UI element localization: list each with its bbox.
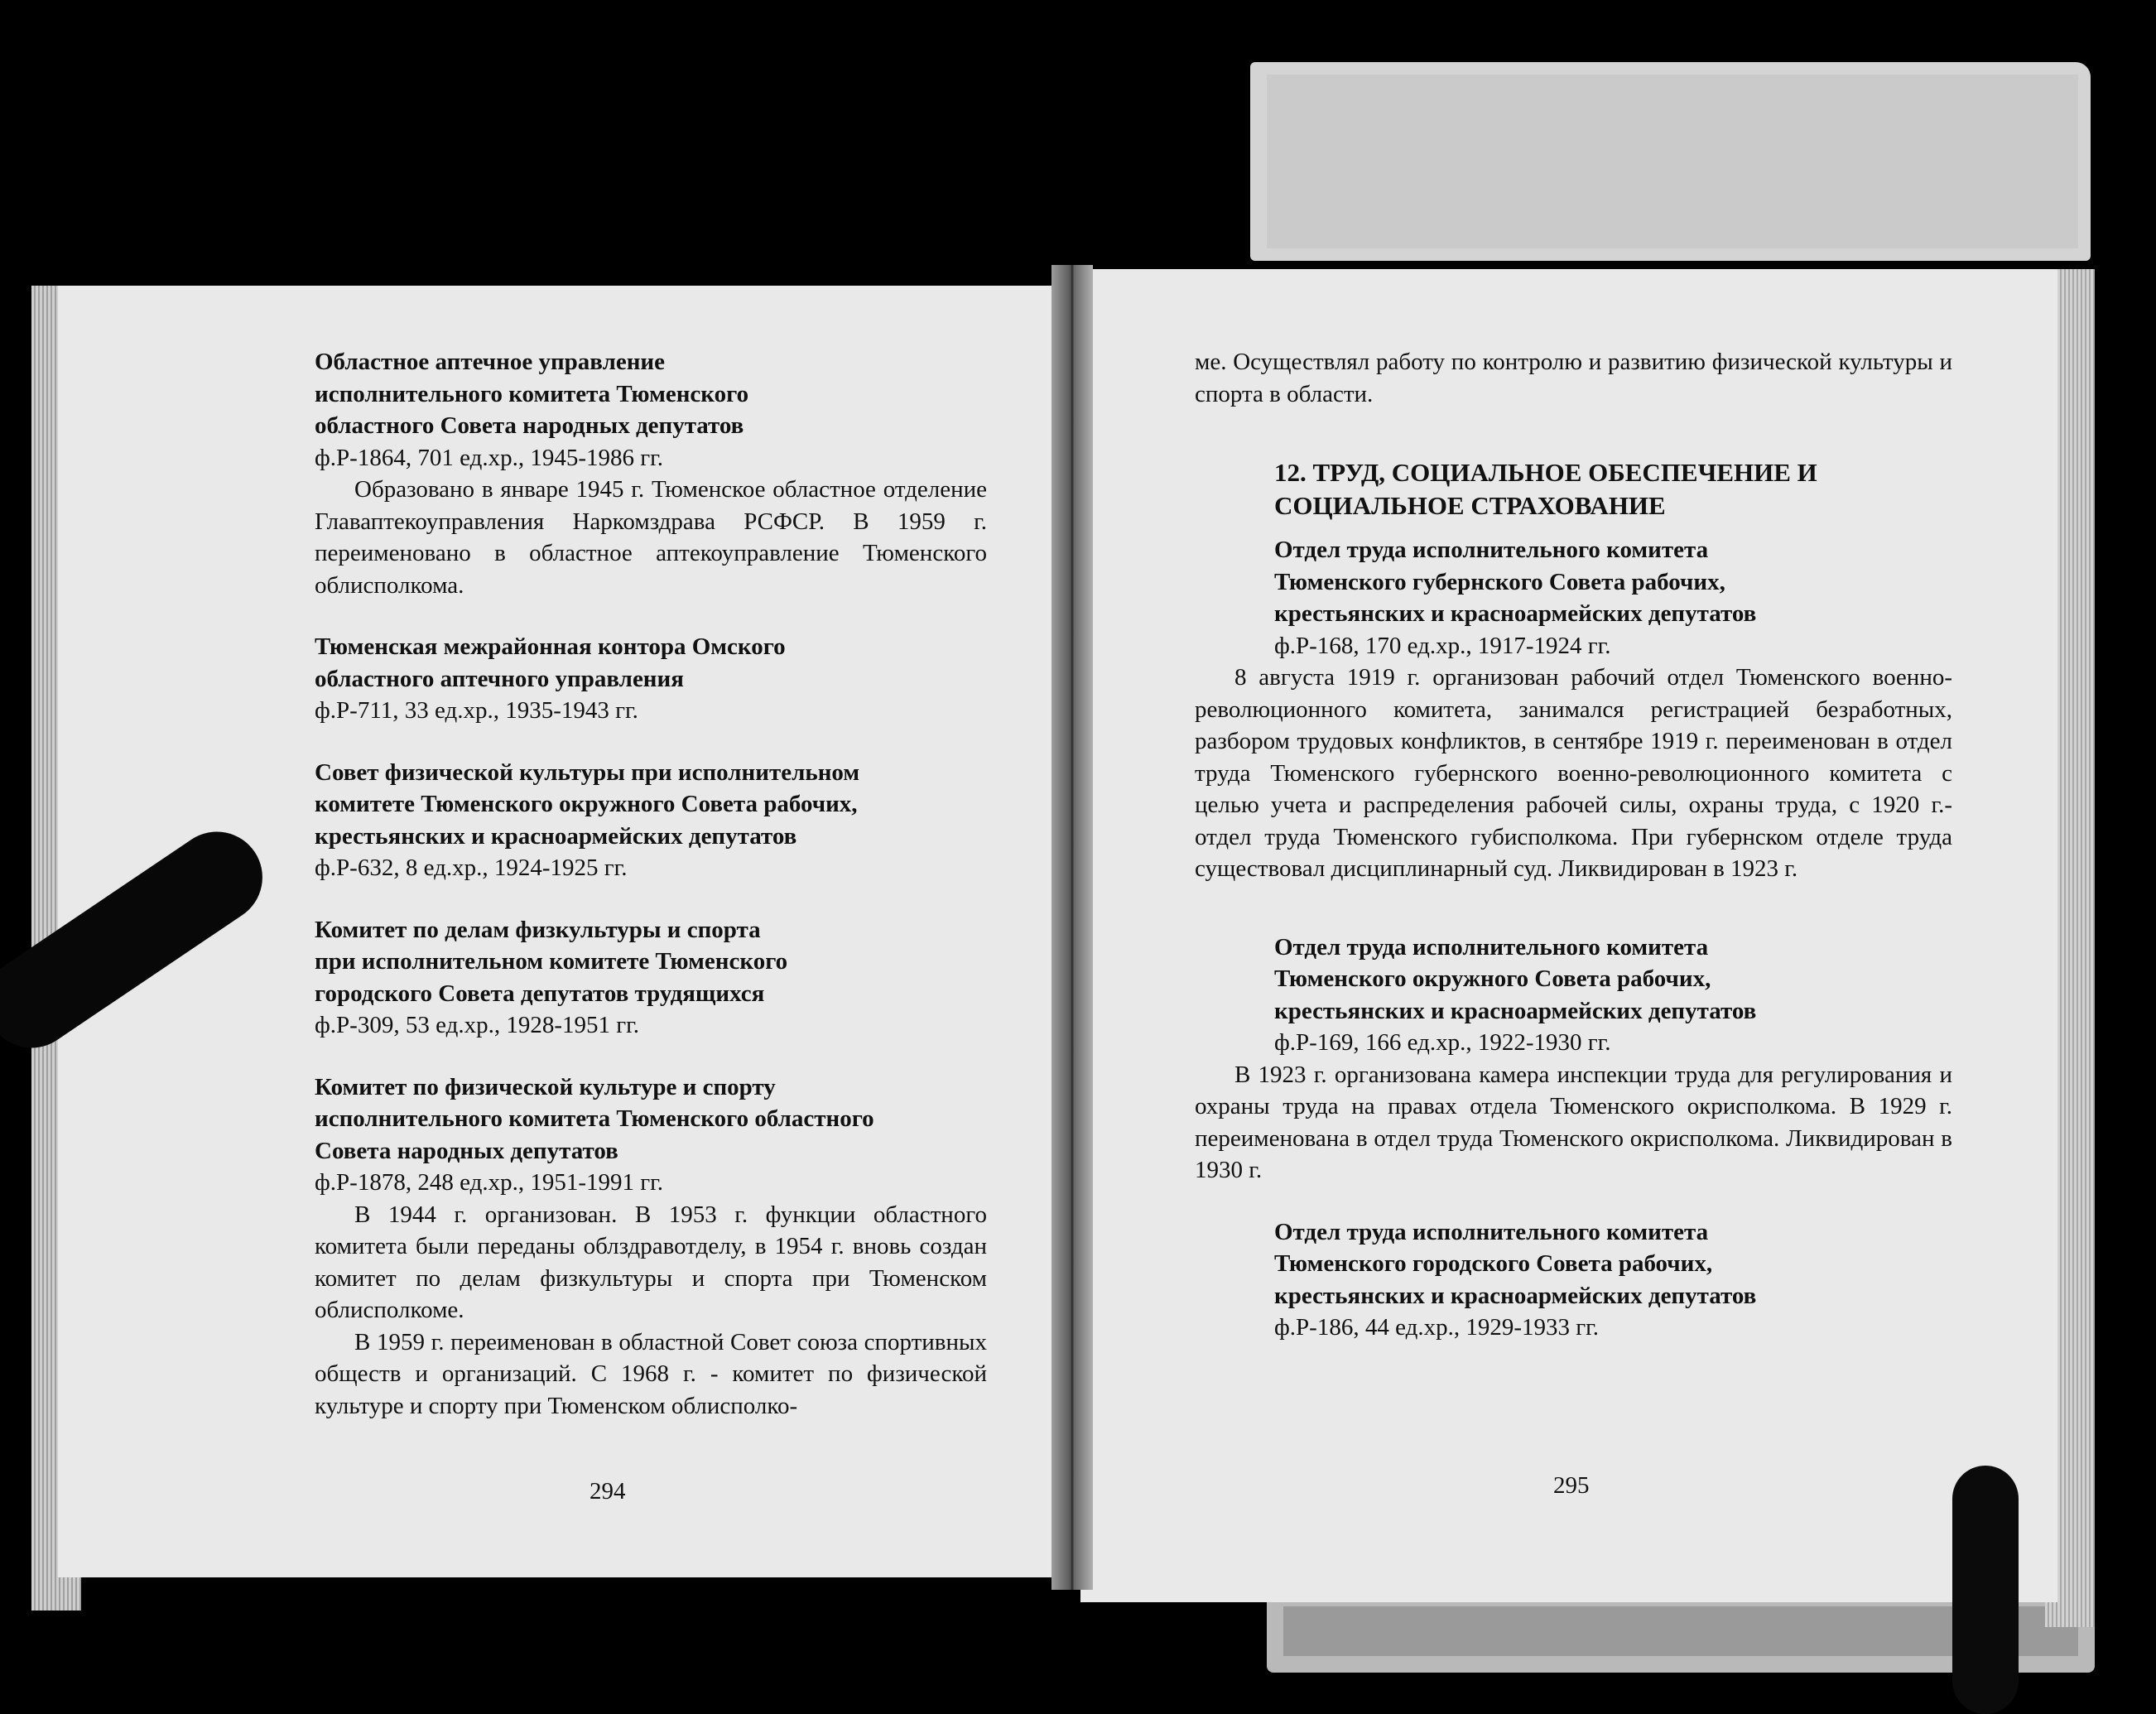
fond-info: ф.Р-309, 53 ед.хр., 1928-1951 гг. [315, 1012, 639, 1038]
continuation-text: ме. Осуществлял работу по контролю и развитию физической культуры и спорта в области. [1195, 349, 1952, 407]
foam-block-top-face [1267, 75, 2078, 248]
entry-heading-line: крестьянских и красноармейских депутатов [315, 822, 797, 850]
entry-heading-line: областного аптечного управления [315, 665, 684, 692]
entry-heading-line: Комитет по делам физкультуры и спорта [315, 916, 761, 943]
entry-heading-line: крестьянских и красноармейских депутатов [1274, 997, 1757, 1024]
entry [1195, 534, 1952, 885]
entry-heading-line: комитете Тюменского окружного Совета рабочих, [315, 791, 858, 817]
entry [1195, 932, 1952, 1187]
entry-text: Образовано в январе 1945 г. Тюменское областное отделение Главаптекоуправления Наркомздрава РСФСР. В 1959 г. переименовано в областное аптекоуправление Тюменского облисполкома. [315, 476, 987, 599]
entry-heading-line: Отдел труда исполнительного комитета [1274, 1218, 1709, 1245]
entry [315, 1071, 987, 1423]
entry-heading-line: крестьянских и красноармейских депутатов [1274, 1282, 1757, 1309]
fond-info: ф.Р-1878, 248 ед.хр., 1951-1991 гг. [315, 1169, 663, 1196]
entry-text: В 1923 г. организована камера инспекции труда для регулирования и охраны труда на правах отдела Тюменского окрисполкома. В 1929 г. переименована в отдел труда Тюменского окрисполкома. Ликвидирован в 1930 г. [1195, 1061, 1952, 1183]
entry-text: 8 августа 1919 г. организован рабочий отдел Тюменского военно-революционного комитета, занимался регистрацией безработных, разбором трудовых конфликтов, в сентябре 1919 г. переименован в отдел труда Тюменского губернского военно-революционного комитета с целью учета и распределения рабочей силы, охраны труда, с 1920 г.- отдел труда Тюменского губисполкома. При губернском отделе труда существовал дисциплинарный суд. Ликвидирован в 1923 г. [1195, 664, 1952, 882]
entry-heading-line: Тюменская межрайонная контора Омского [315, 633, 786, 660]
entry-heading-line: городского Совета депутатов трудящихся [315, 980, 765, 1007]
entry-heading-line: Отдел труда исполнительного комитета [1274, 537, 1709, 563]
entry-heading-line: при исполнительном комитете Тюменского [315, 948, 788, 975]
entry-heading-line: крестьянских и красноармейских депутатов [1274, 600, 1757, 627]
fond-info: ф.Р-168, 170 ед.хр., 1917-1924 гг. [1274, 632, 1611, 659]
page-number-right: 295 [1553, 1472, 1590, 1499]
entry-heading-line: Областное аптечное управление [315, 349, 666, 375]
entry-heading-line: Совета народных депутатов [315, 1137, 618, 1164]
section-title-line: СОЦИАЛЬНОЕ СТРАХОВАНИЕ [1274, 491, 1666, 520]
section-title-line: 12. ТРУД, СОЦИАЛЬНОЕ ОБЕСПЕЧЕНИЕ И [1274, 458, 1817, 487]
entry-heading-line: Тюменского городского Совета рабочих, [1274, 1250, 1713, 1277]
right-page-text [1195, 346, 1952, 1344]
entry [315, 914, 987, 1042]
book-gutter [1052, 265, 1093, 1590]
entry-text: В 1944 г. организован. В 1953 г. функции областного комитета были переданы облздравотделу, в 1954 г. вновь создан комитет по делам физкультуры и спорта при Тюменском облисполкоме. [315, 1201, 987, 1323]
fond-info: ф.Р-186, 44 ед.хр., 1929-1933 гг. [1274, 1314, 1599, 1341]
entry-text: В 1959 г. переименован в областной Совет союза спортивных обществ и организаций. С 1968 г. - комитет по физической культуре и спорту при Тюменском облисполко- [315, 1328, 987, 1419]
fond-info: ф.Р-711, 33 ед.хр., 1935-1943 гг. [315, 697, 638, 724]
page-number-left: 294 [590, 1478, 626, 1505]
entry [315, 757, 987, 884]
entry-heading-line: Тюменского окружного Совета рабочих, [1274, 965, 1711, 992]
fond-info: ф.Р-169, 166 ед.хр., 1922-1930 гг. [1274, 1029, 1611, 1056]
entry [315, 631, 987, 727]
entry [315, 346, 987, 601]
entry-heading-line: исполнительного комитета Тюменского областного [315, 1105, 874, 1132]
holding-finger-right [1952, 1466, 2019, 1714]
entry [1195, 1216, 1952, 1344]
entry-heading-line: Отдел труда исполнительного комитета [1274, 933, 1709, 961]
entry-heading-line: исполнительного комитета Тюменского [315, 380, 749, 407]
entry-heading-line: областного Совета народных депутатов [315, 412, 744, 439]
entry-heading-line: Тюменского губернского Совета рабочих, [1274, 568, 1725, 595]
fond-info: ф.Р-632, 8 ед.хр., 1924-1925 гг. [315, 855, 628, 881]
entry-heading-line: Совет физической культуры при исполнительном [315, 758, 860, 786]
fond-info: ф.Р-1864, 701 ед.хр., 1945-1986 гг. [315, 444, 663, 471]
entry-heading-line: Комитет по физической культуре и спорту [315, 1073, 776, 1100]
left-page-text [315, 346, 987, 1422]
